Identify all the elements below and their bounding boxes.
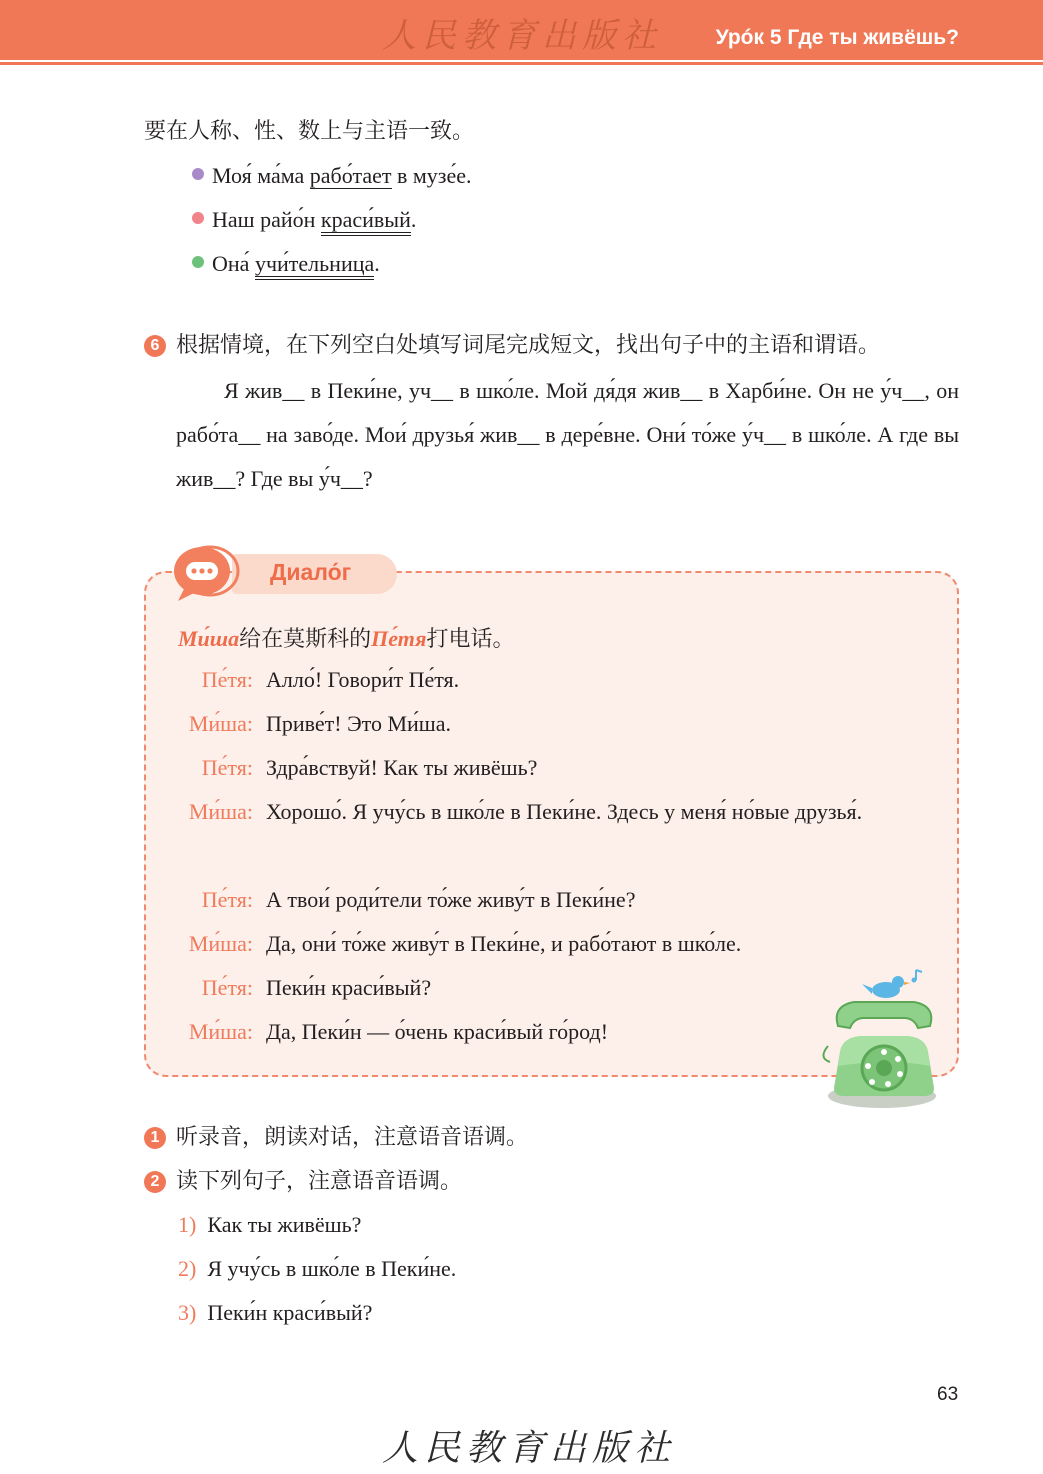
sentence-item (178, 1300, 372, 1326)
dialog-speaker: Пе́тя: (201, 887, 253, 912)
task-number-badge: 2 (144, 1171, 166, 1193)
sentence-item (178, 1256, 456, 1282)
dialog-speaker: Ми́ша: (188, 1019, 253, 1044)
exercise-number-badge: 6 (144, 335, 166, 357)
dialog-line: Здра́вствуй! Как ты живёшь? (266, 755, 538, 780)
example-text: Моя́ ма́ма (212, 163, 310, 188)
sentence-number: 3) (178, 1300, 197, 1325)
example-text: в музе́е. (391, 163, 472, 188)
example-sentence (192, 251, 380, 277)
example-text: . (374, 251, 380, 276)
fill-in-text: Я жив__ в Пеки́не, уч__ в шко́ле. Мой дя́дя жив__ в Харби́не. Он не у́ч__, он рабо́та__ на заво́де. Мои́ друзья́ жив__ в дере́вне. Они́ то́же у́ч__ в шко́ле. А где вы жив__? Где вы у́ч__? (176, 378, 959, 491)
predicate-underlined: учи́тельница (255, 251, 374, 280)
predicate-underlined: рабо́тает (309, 163, 392, 188)
dialog-line: Алло́! Говори́т Пе́тя. (266, 667, 460, 692)
intro-name: Ми́ша (178, 626, 240, 651)
example-text: Наш райо́н (212, 207, 321, 232)
instruction-text: 根据情境，在下列空白处填写词尾完成短文，找出句子中的主语和谓语。 (176, 332, 881, 357)
task-text: 听录音，朗读对话，注意语音语调。 (176, 1124, 529, 1149)
intro-name: Пе́тя (371, 626, 427, 651)
telephone-bird-illustration (818, 966, 948, 1114)
bullet-dot-icon (192, 256, 204, 268)
grammar-intro: 要在人称、性、数上与主语一致。 (144, 118, 475, 143)
dialog-speaker: Пе́тя: (201, 667, 253, 692)
page-number: 63 (937, 1384, 959, 1405)
bullet-dot-icon (192, 212, 204, 224)
intro-text: 打电话。 (426, 626, 515, 651)
sentence-number: 2) (178, 1256, 197, 1281)
dialog-speaker: Ми́ша: (188, 711, 253, 736)
task-number-badge: 1 (144, 1127, 166, 1149)
dialog-line: Да, Пеки́н — о́чень краси́вый го́род! (266, 1019, 609, 1044)
dialog-line: Пеки́н краси́вый? (266, 975, 432, 1000)
sentence-item (178, 1212, 361, 1238)
dialog-line: А твои́ роди́тели то́же живу́т в Пеки́не? (266, 887, 636, 912)
header-divider (0, 62, 1043, 65)
example-text: Она́ (212, 251, 255, 276)
example-text: . (410, 207, 417, 232)
dialog-speaker: Пе́тя: (201, 755, 253, 780)
publisher-logo: 人民教育出版社 (382, 16, 662, 56)
sentence-text: Пеки́н краси́вый? (207, 1300, 373, 1325)
exercise-6-text (176, 369, 959, 501)
sentence-text: Как ты живёшь? (207, 1212, 362, 1237)
intro-text: 给在莫斯科的 (239, 626, 372, 651)
lesson-title: Урóк 5 Где ты живёшь? (715, 26, 959, 49)
example-sentence (192, 207, 416, 233)
dialog-speaker: Ми́ша: (188, 931, 253, 956)
exercise-6-instruction (144, 332, 880, 358)
page-header (0, 0, 1043, 60)
bullet-dot-icon (192, 168, 204, 180)
sentence-text: Я учу́сь в шко́ле в Пеки́не. (207, 1256, 457, 1281)
dialog-speaker: Пе́тя: (201, 975, 253, 1000)
speech-bubbles-icon (166, 541, 242, 605)
example-sentence (192, 163, 472, 189)
dialog-line: Да, они́ то́же живу́т в Пеки́не, и рабо́тают в шко́ле. (266, 931, 742, 956)
dialog-line: Приве́т! Это Ми́ша. (266, 711, 452, 736)
dialog-line: Хорошо́. Я учу́сь в шко́ле в Пеки́не. Здесь у меня́ но́вые друзья́. (266, 799, 863, 824)
task-item (144, 1168, 462, 1194)
sentence-number: 1) (178, 1212, 197, 1237)
task-text: 读下列句子，注意语音语调。 (176, 1168, 463, 1193)
predicate-underlined: краси́вый (321, 207, 411, 236)
task-item (144, 1124, 528, 1150)
dialog-tab-label: Диало́г (270, 559, 352, 585)
dialog-speaker: Ми́ша: (188, 799, 253, 824)
dialog-intro (178, 622, 514, 653)
footer-publisher-logo: 人民教育出版社 (382, 1428, 677, 1469)
